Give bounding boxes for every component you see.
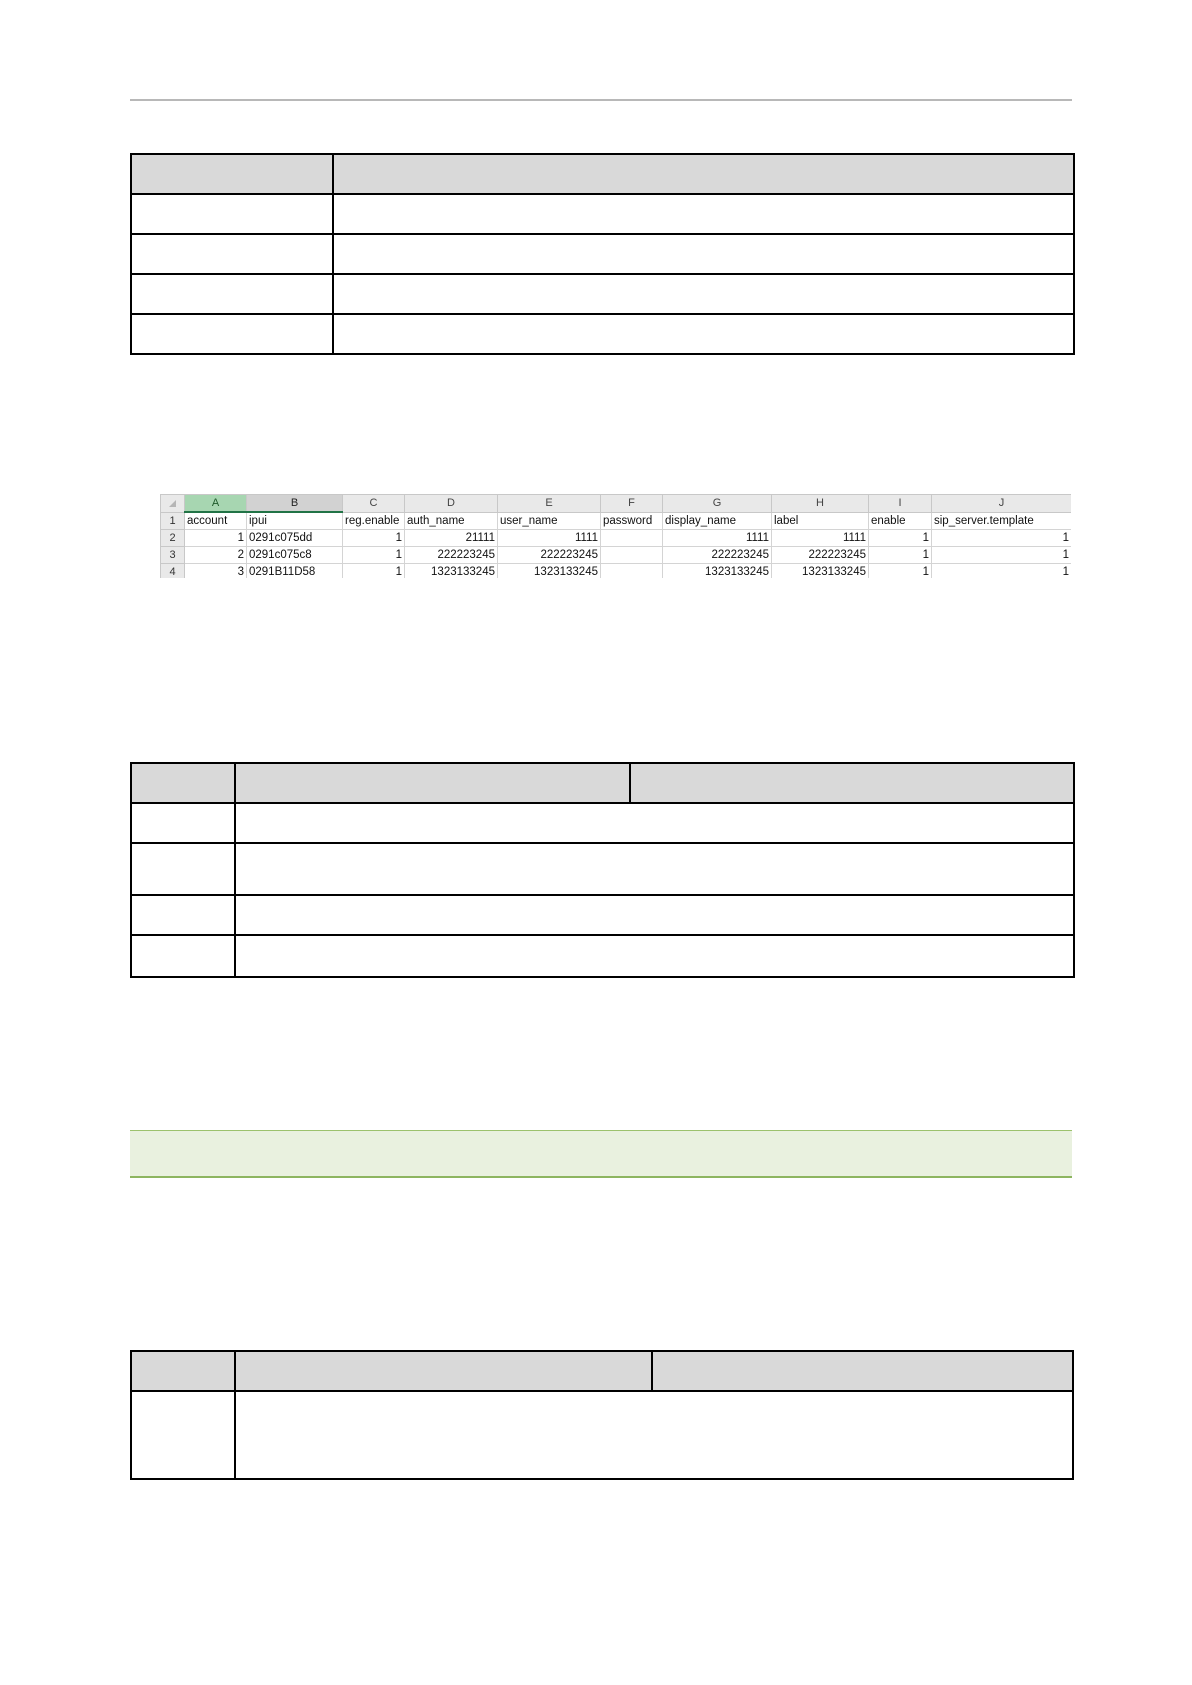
sheet-cell[interactable]: user_name — [498, 512, 601, 530]
sheet-cell[interactable] — [601, 564, 663, 579]
sheet-cell[interactable]: label — [772, 512, 869, 530]
column-header-g[interactable]: G — [663, 495, 772, 513]
table-cell — [235, 803, 1074, 843]
table-header-cell — [235, 763, 630, 803]
table-cell — [131, 194, 333, 234]
parameter-table-2 — [130, 762, 1075, 978]
table-header-row — [131, 154, 1074, 194]
sheet-cell[interactable]: 1111 — [663, 530, 772, 547]
table-cell — [131, 234, 333, 274]
column-header-e[interactable]: E — [498, 495, 601, 513]
sheet-cell[interactable]: 1 — [932, 564, 1072, 579]
table-cell — [131, 935, 235, 977]
sheet-cell[interactable]: display_name — [663, 512, 772, 530]
spreadsheet-row — [161, 512, 1072, 530]
table-cell — [235, 895, 1074, 935]
table-row — [131, 1391, 1073, 1479]
sheet-cell[interactable]: 1 — [869, 564, 932, 579]
table-header-cell — [333, 154, 1074, 194]
sheet-cell[interactable] — [601, 547, 663, 564]
table-header-cell — [131, 763, 235, 803]
sheet-cell[interactable]: 3 — [185, 564, 247, 579]
sheet-cell[interactable]: 1323133245 — [405, 564, 498, 579]
table-row — [131, 895, 1074, 935]
sheet-cell[interactable]: enable — [869, 512, 932, 530]
table-row — [131, 843, 1074, 895]
spreadsheet-screenshot — [160, 494, 1071, 578]
table-cell — [131, 843, 235, 895]
table-row — [131, 803, 1074, 843]
sheet-cell[interactable]: 1111 — [498, 530, 601, 547]
table-cell — [333, 234, 1074, 274]
sheet-cell[interactable] — [601, 530, 663, 547]
column-header-b[interactable]: B — [247, 495, 343, 513]
column-header-c[interactable]: C — [343, 495, 405, 513]
column-header-a[interactable]: A — [185, 495, 247, 513]
table-row — [131, 274, 1074, 314]
sheet-cell[interactable]: 1 — [343, 564, 405, 579]
sheet-cell[interactable]: 1 — [869, 530, 932, 547]
row-header-2[interactable]: 2 — [161, 530, 185, 547]
sheet-cell[interactable]: 0291c075dd — [247, 530, 343, 547]
sheet-cell[interactable]: 1 — [932, 530, 1072, 547]
sheet-cell[interactable]: 1111 — [772, 530, 869, 547]
sheet-cell[interactable]: 222223245 — [405, 547, 498, 564]
parameter-table-1 — [130, 153, 1075, 355]
table-cell — [131, 274, 333, 314]
table-cell — [333, 314, 1074, 354]
sheet-cell[interactable]: 1323133245 — [663, 564, 772, 579]
table-cell — [131, 895, 235, 935]
row-header-4[interactable]: 4 — [161, 564, 185, 579]
row-header-1[interactable]: 1 — [161, 512, 185, 530]
sheet-cell[interactable]: 222223245 — [772, 547, 869, 564]
table-header-cell — [652, 1351, 1073, 1391]
sheet-cell[interactable]: 2 — [185, 547, 247, 564]
table-header-row — [131, 763, 1074, 803]
table-row — [131, 314, 1074, 354]
page-header-rule — [130, 99, 1072, 101]
table-row — [131, 234, 1074, 274]
column-header-f[interactable]: F — [601, 495, 663, 513]
spreadsheet-row — [161, 530, 1072, 547]
table-row — [131, 194, 1074, 234]
sheet-cell[interactable]: 1323133245 — [772, 564, 869, 579]
table-cell — [131, 803, 235, 843]
column-header-d[interactable]: D — [405, 495, 498, 513]
column-header-j[interactable]: J — [932, 495, 1072, 513]
spreadsheet-grid — [160, 494, 1071, 578]
sheet-cell[interactable]: account — [185, 512, 247, 530]
column-header-h[interactable]: H — [772, 495, 869, 513]
table-header-cell — [235, 1351, 652, 1391]
spreadsheet-row — [161, 564, 1072, 579]
select-all-corner[interactable] — [161, 495, 185, 513]
table-header-cell — [131, 1351, 235, 1391]
sheet-cell[interactable]: 1323133245 — [498, 564, 601, 579]
table-header-row — [131, 1351, 1073, 1391]
table-header-cell — [630, 763, 1074, 803]
parameter-table-3 — [130, 1350, 1074, 1480]
spreadsheet-row — [161, 547, 1072, 564]
sheet-cell[interactable]: 222223245 — [498, 547, 601, 564]
table-cell — [333, 194, 1074, 234]
table-row — [131, 935, 1074, 977]
table-cell — [235, 1391, 1073, 1479]
sheet-cell[interactable]: sip_server.template — [932, 512, 1072, 530]
sheet-cell[interactable]: 222223245 — [663, 547, 772, 564]
note-box — [130, 1130, 1072, 1178]
sheet-cell[interactable]: 1 — [869, 547, 932, 564]
table-header-cell — [131, 154, 333, 194]
sheet-cell[interactable]: auth_name — [405, 512, 498, 530]
sheet-cell[interactable]: 1 — [932, 547, 1072, 564]
sheet-cell[interactable]: 0291c075c8 — [247, 547, 343, 564]
sheet-cell[interactable]: 0291B11D58 — [247, 564, 343, 579]
spreadsheet-column-header-row — [161, 495, 1072, 513]
sheet-cell[interactable]: 21111 — [405, 530, 498, 547]
row-header-3[interactable]: 3 — [161, 547, 185, 564]
table-cell — [235, 935, 1074, 977]
sheet-cell[interactable]: 1 — [343, 530, 405, 547]
sheet-cell[interactable]: 1 — [185, 530, 247, 547]
table-cell — [235, 843, 1074, 895]
table-cell — [131, 314, 333, 354]
select-all-triangle-icon — [169, 500, 176, 507]
sheet-cell[interactable]: reg.enable — [343, 512, 405, 530]
sheet-cell[interactable]: ipui — [247, 512, 343, 530]
sheet-cell[interactable]: 1 — [343, 547, 405, 564]
sheet-cell[interactable]: password — [601, 512, 663, 530]
table-cell — [131, 1391, 235, 1479]
column-header-i[interactable]: I — [869, 495, 932, 513]
table-cell — [333, 274, 1074, 314]
